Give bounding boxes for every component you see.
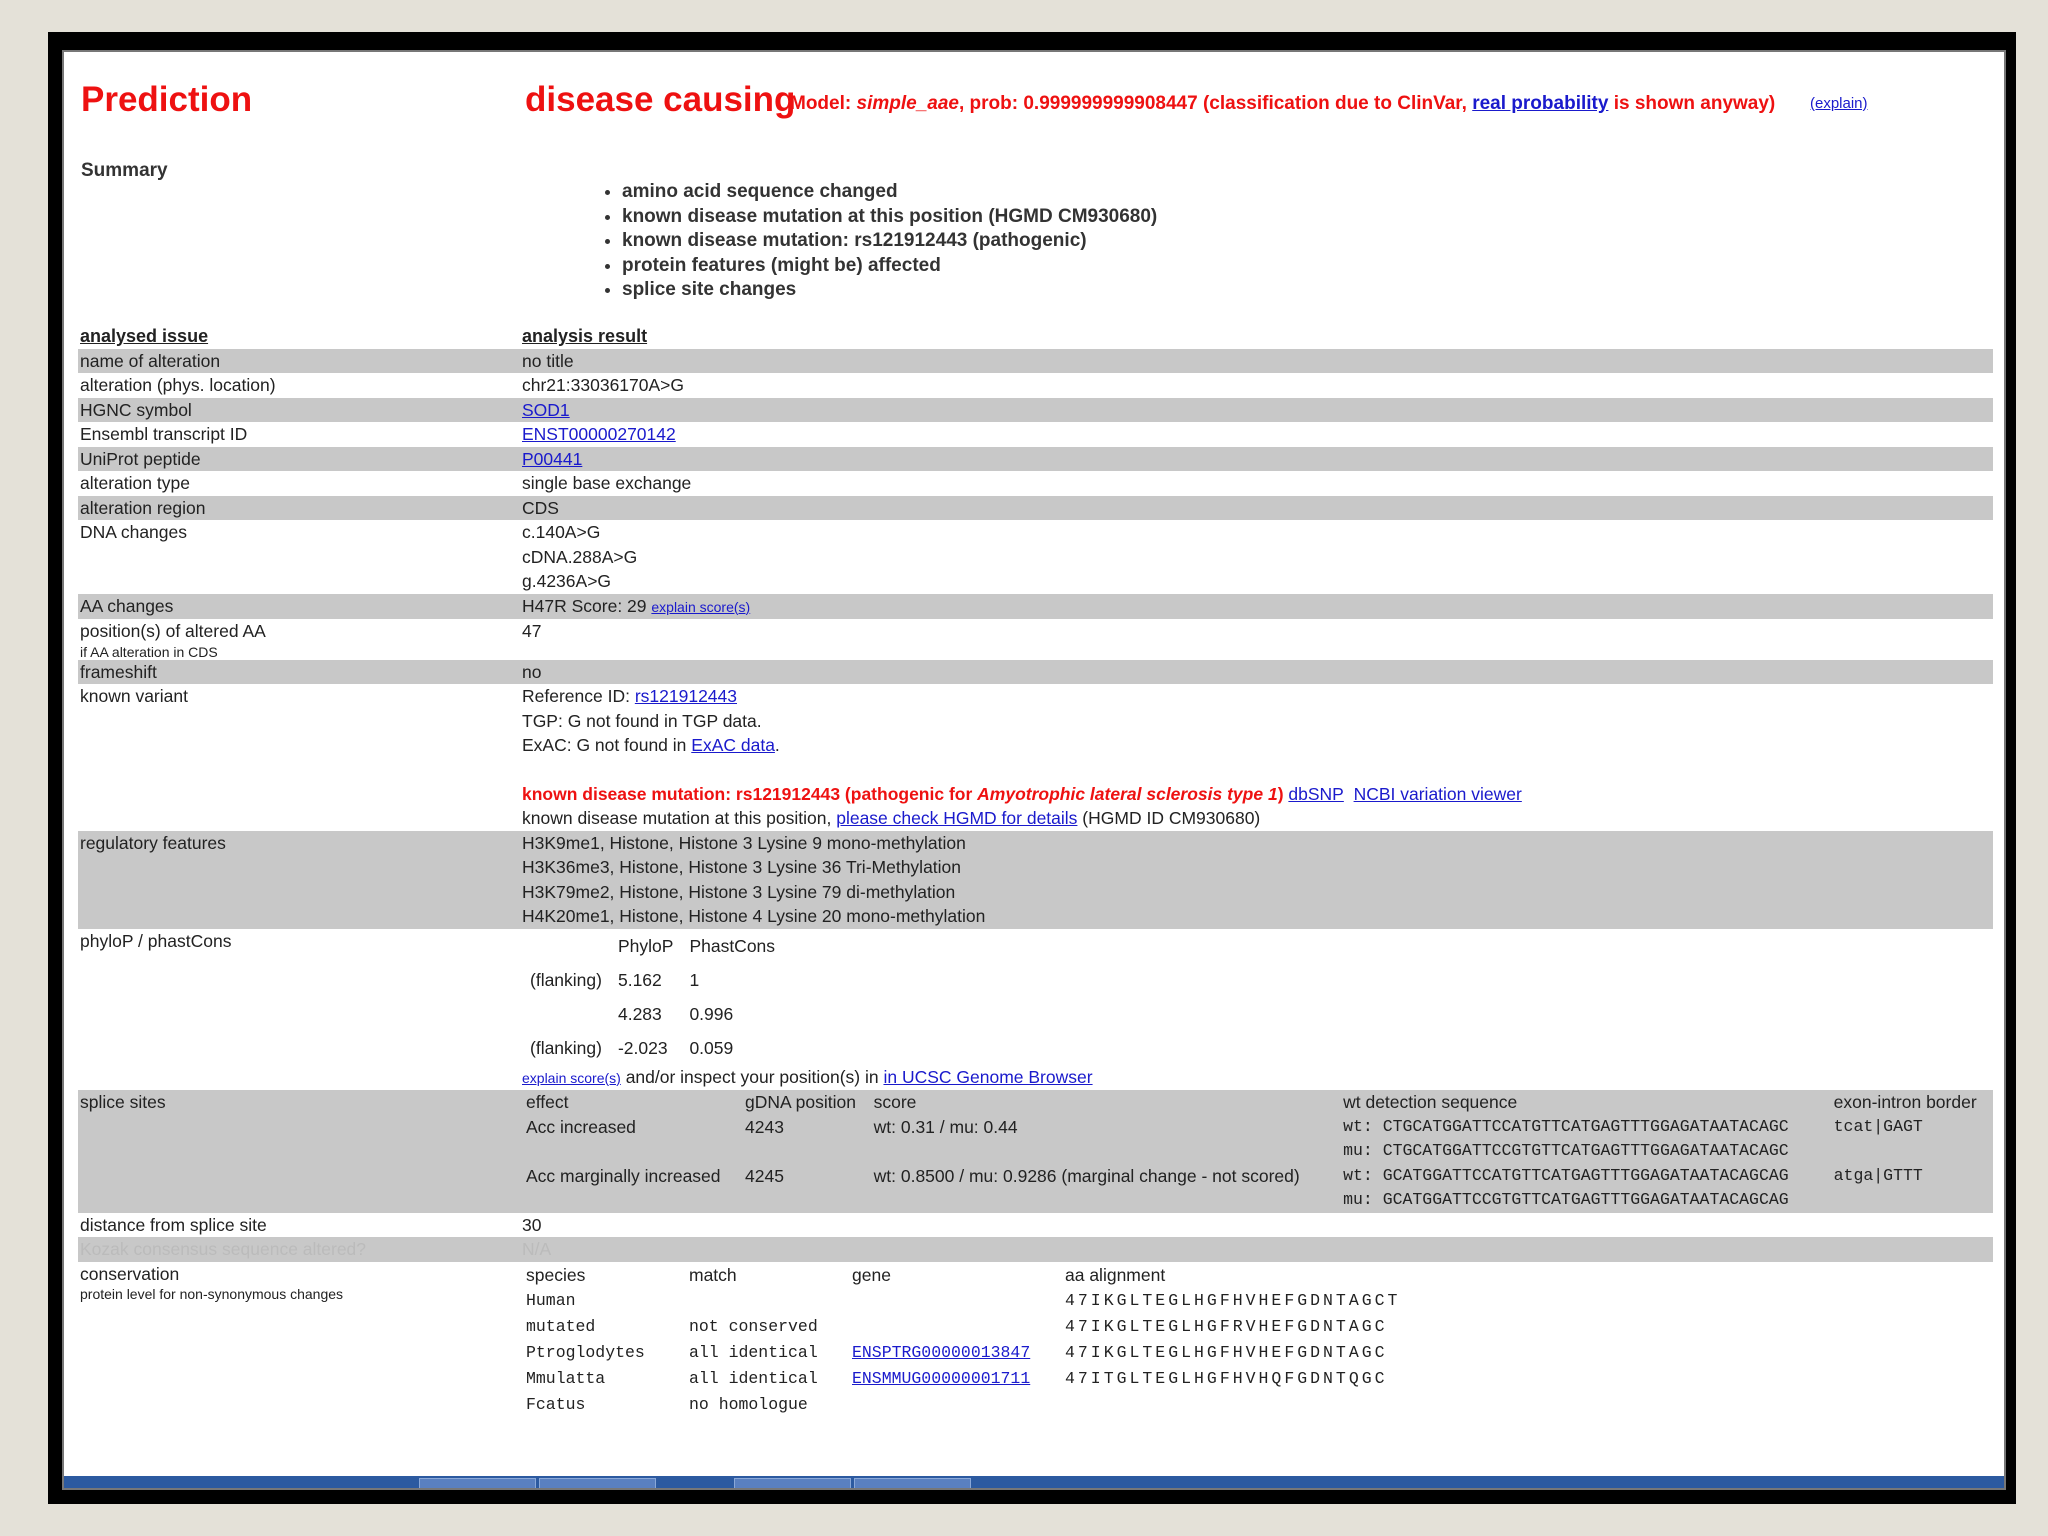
cons-alignment: 47IKGLTEGLHGFHVHEFGDNTAGCT [1065,1290,1401,1310]
table-row [78,594,1993,620]
ref-prefix: Reference ID: [522,686,635,706]
splice-sequence [1339,1115,1830,1164]
model-name: simple_aae [856,93,959,114]
table-row [78,422,1993,447]
dna-change: cDNA.288A>G [522,546,638,567]
prediction-label: Prediction [81,80,253,119]
splice-effect: Acc increased [526,1116,636,1137]
mu-sequence: mu: CTGCATGGATTCCGTGTTCATGAGTTTGGAGATAATACAGC [1343,1141,1789,1160]
splice-sequence [1339,1164,1830,1213]
phylop-cell: 5.162 [617,969,662,990]
phylop-cell: (flanking) [530,1037,602,1058]
gene-link[interactable]: ENSMMUG00000001711 [852,1368,1031,1388]
cons-match: all identical [689,1368,818,1388]
browser-page [62,50,2006,1490]
row-value: single base exchange [522,473,692,493]
phylop-cell: -2.023 [617,1037,668,1058]
row-value: chr21:33036170A>G [522,375,685,395]
dbsnp-link[interactable]: dbSNP [1288,783,1344,804]
tgp-text: TGP: G not found in TGP data. [522,710,762,731]
splice-border: atga|GTTT [1833,1165,1923,1185]
empty-cell [522,929,610,963]
ucsc-link[interactable]: in UCSC Genome Browser [883,1066,1093,1087]
aa-change-value: H47R Score: 29 [522,595,652,616]
row-value [520,929,1993,1091]
table-row [78,373,1993,398]
row-value [520,447,1993,472]
cons-header: species [526,1264,586,1285]
cons-header: match [689,1264,737,1285]
row-key: distance from splice site [80,1214,267,1235]
exac-link[interactable]: ExAC data [691,735,775,755]
table-row [78,660,1993,685]
regulatory-line: H3K36me3, Histone, Histone 3 Lysine 36 Tri-Methylation [522,857,962,877]
phylop-header: PhyloP [617,935,674,956]
known-disease-line [522,782,1993,807]
phylop-cell: 4.283 [617,1003,662,1024]
table-row [78,520,1993,594]
table-row [78,1237,1993,1262]
splice-header: effect [526,1092,569,1112]
row-key: name of alteration [78,349,520,374]
mu-sequence: mu: GCATGGATTCCGTGTTCATGAGTTTGGAGATAATACAGCAG [1343,1190,1789,1209]
real-probability-link[interactable]: real probability [1472,93,1609,114]
row-key: alteration region [78,496,520,521]
conservation-key: conservation [80,1263,180,1284]
cons-alignment [1061,1392,1404,1418]
exac-prefix: ExAC: G not found in [522,735,692,755]
splice-header: score [873,1092,917,1112]
regulatory-line: H4K20me1, Histone, Histone 4 Lysine 20 mono-methylation [522,906,986,926]
cons-alignment: 47IKGLTEGLHGFRVHEFGDNTAGC [1065,1316,1388,1336]
row-key [78,619,520,660]
table-row [78,831,1993,929]
gene-link[interactable]: ENSPTRG00000013847 [852,1342,1031,1362]
splice-header: exon-intron border [1833,1092,1977,1112]
phastcons-header: PhastCons [689,935,776,956]
row-key: alteration (phys. location) [80,375,276,395]
kdm-suffix: ) [1277,783,1284,804]
splice-header: gDNA position [745,1092,856,1112]
cons-alignment: 47ITGLTEGLHGFHVHQFGDNTQGC [1065,1368,1388,1388]
kdm-prefix: known disease mutation: rs121912443 (pathogenic for [522,783,978,804]
cons-species: Mmulatta [526,1368,606,1388]
taskbar-button[interactable] [419,1478,536,1490]
row-key: Kozak consensus sequence altered? [78,1237,520,1262]
table-row [78,398,1993,423]
summary-item: • known disease mutation: rs121912443 (pathogenic) [622,229,1157,254]
ensembl-link[interactable]: ENST00000270142 [522,424,676,444]
prediction-result: disease causing [525,80,796,119]
position-subkey: if AA alteration in CDS [80,643,218,660]
taskbar-button[interactable] [854,1478,971,1490]
row-value [520,398,1993,423]
row-value [520,1262,1993,1418]
hgmd-prefix: known disease mutation at this position, [522,808,837,828]
row-key: DNA changes [80,522,188,542]
wt-sequence: wt: CTGCATGGATTCCATGTTCATGAGTTTGGAGATAATACAGC [1343,1116,1789,1136]
row-value: N/A [520,1237,1993,1262]
row-key: alteration type [80,473,190,493]
uniprot-link[interactable]: P00441 [522,448,583,469]
conservation-subkey: protein level for non-synonymous changes [80,1286,344,1302]
row-value [520,831,1993,929]
cons-gene [848,1392,1061,1418]
position-key: position(s) of altered AA [80,621,266,641]
summary-label: Summary [81,160,168,181]
row-value [520,520,1993,594]
splice-border: tcat|GAGT [1833,1116,1923,1136]
cons-gene [848,1314,1061,1340]
conservation-table [522,1262,1404,1418]
summary-item: • protein features (might be) affected [622,254,1157,279]
splice-header: wt detection sequence [1343,1092,1518,1112]
phylop-cell: 0.059 [689,1037,734,1058]
taskbar-button[interactable] [539,1478,656,1490]
summary-item: • amino acid sequence changed [622,180,1157,205]
model-prob: , prob: 0.999999999908447 (classification due to ClinVar, [958,93,1473,114]
row-value [520,422,1993,447]
cons-gene [848,1288,1061,1314]
cons-match [685,1288,848,1314]
table-row [78,496,1993,521]
cons-match: all identical [689,1342,818,1362]
cons-species: Fcatus [526,1394,586,1414]
row-value [520,594,1993,620]
hgnc-link[interactable]: SOD1 [522,399,570,420]
taskbar-button[interactable] [734,1478,851,1490]
cons-header: aa alignment [1065,1264,1166,1285]
row-value [520,684,1993,831]
table-row [78,447,1993,472]
table-row [78,1213,1993,1238]
dna-change: c.140A>G [522,522,601,542]
table-header-row [78,324,1993,349]
row-key: frameshift [78,660,520,685]
explain-score-link[interactable]: explain score(s) [651,598,751,615]
table-row [78,684,1993,831]
cons-species: Human [526,1290,576,1310]
cons-gene [848,1366,1061,1392]
rs-link[interactable]: rs121912443 [634,686,737,706]
row-value: CDS [520,496,1993,521]
summary-item: • splice site changes [622,278,1157,303]
cons-species: mutated [526,1316,596,1336]
phylop-table [522,929,783,1065]
row-value: 47 [522,621,542,641]
ncbi-link[interactable]: NCBI variation viewer [1353,783,1522,804]
cons-header: gene [852,1264,891,1285]
exac-suffix: . [774,735,780,755]
summary-list [592,180,1157,303]
spacer [522,758,1993,782]
wt-sequence: wt: GCATGGATTCCATGTTCATGAGTTTGGAGATAATACAGCAG [1343,1165,1789,1185]
phylop-footer [522,1065,1993,1091]
splice-table [522,1090,1993,1213]
hgmd-suffix: (HGMD ID CM930680) [1077,808,1261,828]
analysis-table [78,324,1993,1418]
splice-score: wt: 0.31 / mu: 0.44 [873,1116,1018,1137]
cons-species: Ptroglodytes [526,1342,645,1362]
row-key: AA changes [78,594,520,620]
cons-match: not conserved [689,1316,818,1336]
summary-item: • known disease mutation at this position (HGMD CM930680) [622,205,1157,230]
reference-id [522,684,1993,709]
model-info [790,93,1775,115]
row-key: HGNC symbol [78,398,520,423]
row-key: regulatory features [78,831,520,929]
explain-score-link[interactable]: explain score(s) [522,1069,621,1086]
phylop-cell: 0.996 [689,1003,734,1024]
row-key: UniProt peptide [78,447,520,472]
table-row [78,1262,1993,1418]
regulatory-line: H3K9me1, Histone, Histone 3 Lysine 9 mono-methylation [522,832,966,853]
col-result-header: analysis result [522,326,648,346]
slide-frame [48,32,2016,1504]
row-value: no [520,660,1993,685]
table-row [78,471,1993,496]
hgmd-line [522,806,1993,831]
exac-line [522,733,1993,758]
row-key: known variant [80,686,188,706]
row-key: splice sites [78,1090,520,1213]
table-row [78,619,1993,660]
kdm-disease: Amyotrophic lateral sclerosis type 1 [977,783,1278,804]
cons-match: no homologue [689,1394,808,1414]
row-value [520,1090,1993,1213]
inspect-text: and/or inspect your position(s) in [620,1066,884,1087]
model-prefix: Model: [790,93,857,114]
row-key [78,1262,520,1418]
table-row [78,929,1993,1091]
phylop-cell: 1 [689,969,700,990]
phylop-cell [522,997,610,1031]
splice-position: 4243 [745,1116,784,1137]
row-value: no title [520,349,1993,374]
splice-effect: Acc marginally increased [526,1165,721,1186]
dna-change: g.4236A>G [522,571,612,591]
cons-alignment: 47IKGLTEGLHGFHVHEFGDNTAGC [1065,1342,1388,1362]
table-row [78,349,1993,374]
cons-gene [848,1340,1061,1366]
taskbar [64,1476,2004,1488]
model-suffix: is shown anyway) [1608,93,1776,114]
col-issue-header: analysed issue [80,326,209,346]
hgmd-link[interactable]: please check HGMD for details [836,808,1078,828]
splice-score: wt: 0.8500 / mu: 0.9286 (marginal change - not scored) [873,1165,1300,1186]
row-value: 30 [522,1214,542,1235]
table-row [78,1090,1993,1213]
splice-position: 4245 [745,1165,784,1186]
row-key: phyloP / phastCons [80,930,232,951]
phylop-cell: (flanking) [530,969,602,990]
explain-link[interactable]: (explain) [1810,95,1868,112]
regulatory-line: H3K79me2, Histone, Histone 3 Lysine 79 di-methylation [522,881,956,902]
row-key: Ensembl transcript ID [80,424,248,444]
